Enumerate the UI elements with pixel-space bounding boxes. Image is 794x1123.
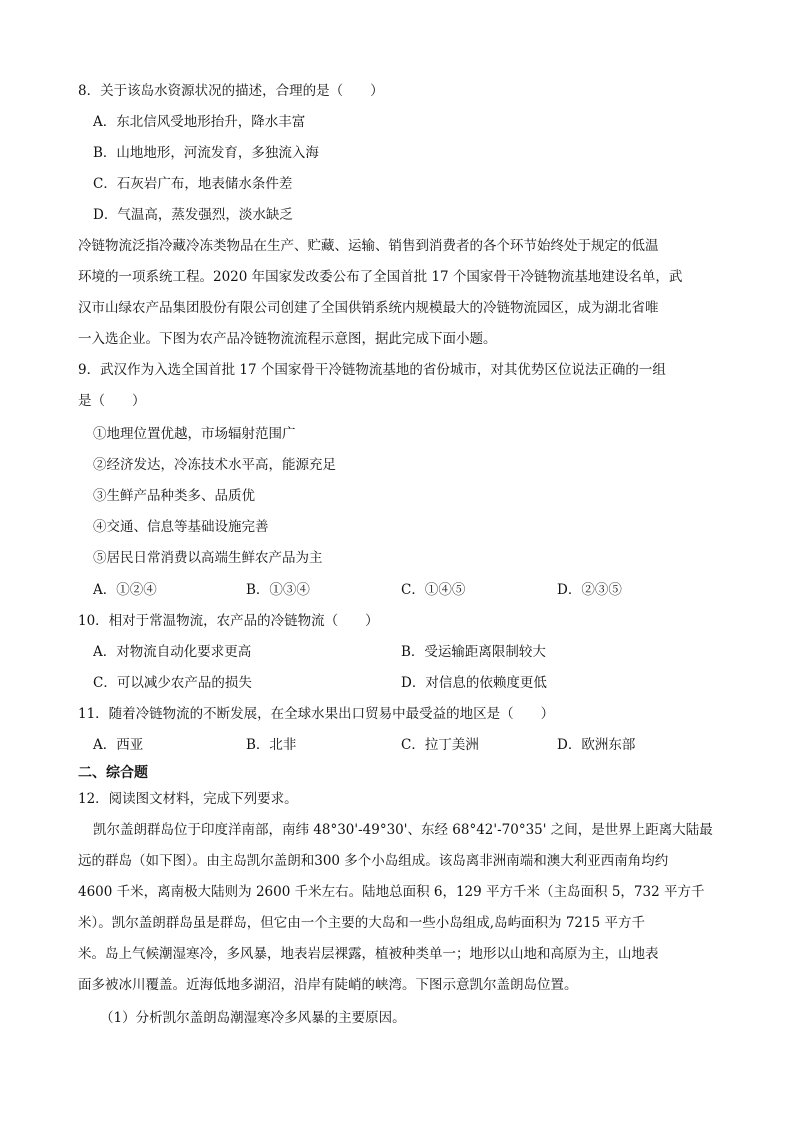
q8-option-a: A．东北信风受地形抬升，降水丰富 <box>93 114 306 130</box>
q8-option-c: C．石灰岩广布，地表储水条件差 <box>93 176 293 192</box>
q11-option-b: B．北非 <box>246 737 297 753</box>
q9-stem: 9．武汉作为入选全国首批 17 个国家骨干冷链物流基地的省份城市，对其优势区位说法正确的一组 <box>78 362 666 378</box>
q10-option-b: B．受运输距离限制较大 <box>401 644 546 660</box>
q11-option-a: A．西亚 <box>93 737 144 753</box>
q12-paragraph-line: 凯尔盖朗群岛位于印度洋南部，南纬 48°30'-49°30'、东经 68°42'-70°35' 之间，是世界上距离大陆最 <box>93 822 713 838</box>
q11-option-c: C．拉丁美洲 <box>401 737 479 753</box>
q11-option-d: D．欧洲东部 <box>557 737 636 753</box>
q10-option-c: C．可以减少农产品的损失 <box>93 675 252 691</box>
q12-paragraph-line: 远的群岛（如下图）。由主岛凯尔盖朗和300 多个小岛组成。该岛离非洲南端和澳大利亚西南角均约 <box>78 853 669 869</box>
q8-option-d: D．气温高，蒸发强烈，淡水缺乏 <box>93 207 293 223</box>
material-line: 一入选企业。下图为农产品冷链物流流程示意图，据此完成下面小题。 <box>78 331 497 347</box>
q9-option-d: D．②③⑤ <box>557 582 622 598</box>
q12-stem: 12．阅读图文材料，完成下列要求。 <box>78 791 298 807</box>
q9-statement: ①地理位置优越，市场辐射范围广 <box>93 426 296 442</box>
q9-statement: ⑤居民日常消费以高端生鲜农产品为主 <box>93 550 323 566</box>
q10-stem: 10．相对于常温物流，农产品的冷链物流（ ） <box>78 613 379 629</box>
material-line: 冷链物流泛指冷藏冷冻类物品在生产、贮藏、运输、销售到消费者的各个环节始终处于规定的低温 <box>78 238 659 254</box>
q9-statement: ④交通、信息等基础设施完善 <box>93 519 269 535</box>
q9-option-b: B．①③④ <box>246 582 310 598</box>
q9-stem-continued: 是（ ） <box>78 393 146 409</box>
q9-option-a: A．①②④ <box>93 582 157 598</box>
q8-option-b: B．山地地形，河流发育，多独流入海 <box>93 145 319 161</box>
q8-stem: 8．关于该岛水资源状况的描述，合理的是（ ） <box>78 83 384 99</box>
section-title: 二、综合题 <box>78 765 148 781</box>
material-line: 汉市山绿农产品集团股份有限公司创建了全国供销系统内规模最大的冷链物流园区，成为湖北省唯 <box>78 300 659 316</box>
q12-paragraph-line: 面多被冰川覆盖。近海低地多湖沼，沿岸有陡峭的峡湾。下图示意凯尔盖朗岛位置。 <box>78 977 578 993</box>
q12-subquestion-1: （1）分析凯尔盖朗岛潮湿寒冷多风暴的主要原因。 <box>100 1010 406 1026</box>
q12-paragraph-line: 米）。凯尔盖朗群岛虽是群岛，但它由一个主要的大岛和一些小岛组成,岛屿面积为 7215 平方千 <box>78 915 645 931</box>
q12-paragraph-line: 4600 千米，离南极大陆则为 2600 千米左右。陆地总面积 6，129 平方千米（主岛面积 5，732 平方千 <box>78 884 705 900</box>
q9-statement: ③生鲜产品种类多、品质优 <box>93 488 255 504</box>
q9-option-c: C．①④⑤ <box>401 582 466 598</box>
q9-statement: ②经济发达，冷冻技术水平高，能源充足 <box>93 457 336 473</box>
q10-option-d: D．对信息的依赖度更低 <box>401 675 547 691</box>
q12-paragraph-line: 米。岛上气候潮湿寒冷，多风暴，地表岩层裸露，植被种类单一；地形以山地和高原为主，山地表 <box>78 946 659 962</box>
q10-option-a: A．对物流自动化要求更高 <box>93 644 252 660</box>
material-line: 环境的一项系统工程。2020 年国家发改委公布了全国首批 17 个国家骨干冷链物流基地建设名单，武 <box>78 269 683 285</box>
q11-stem: 11．随着冷链物流的不断发展，在全球水果出口贸易中最受益的地区是（ ） <box>78 706 555 722</box>
